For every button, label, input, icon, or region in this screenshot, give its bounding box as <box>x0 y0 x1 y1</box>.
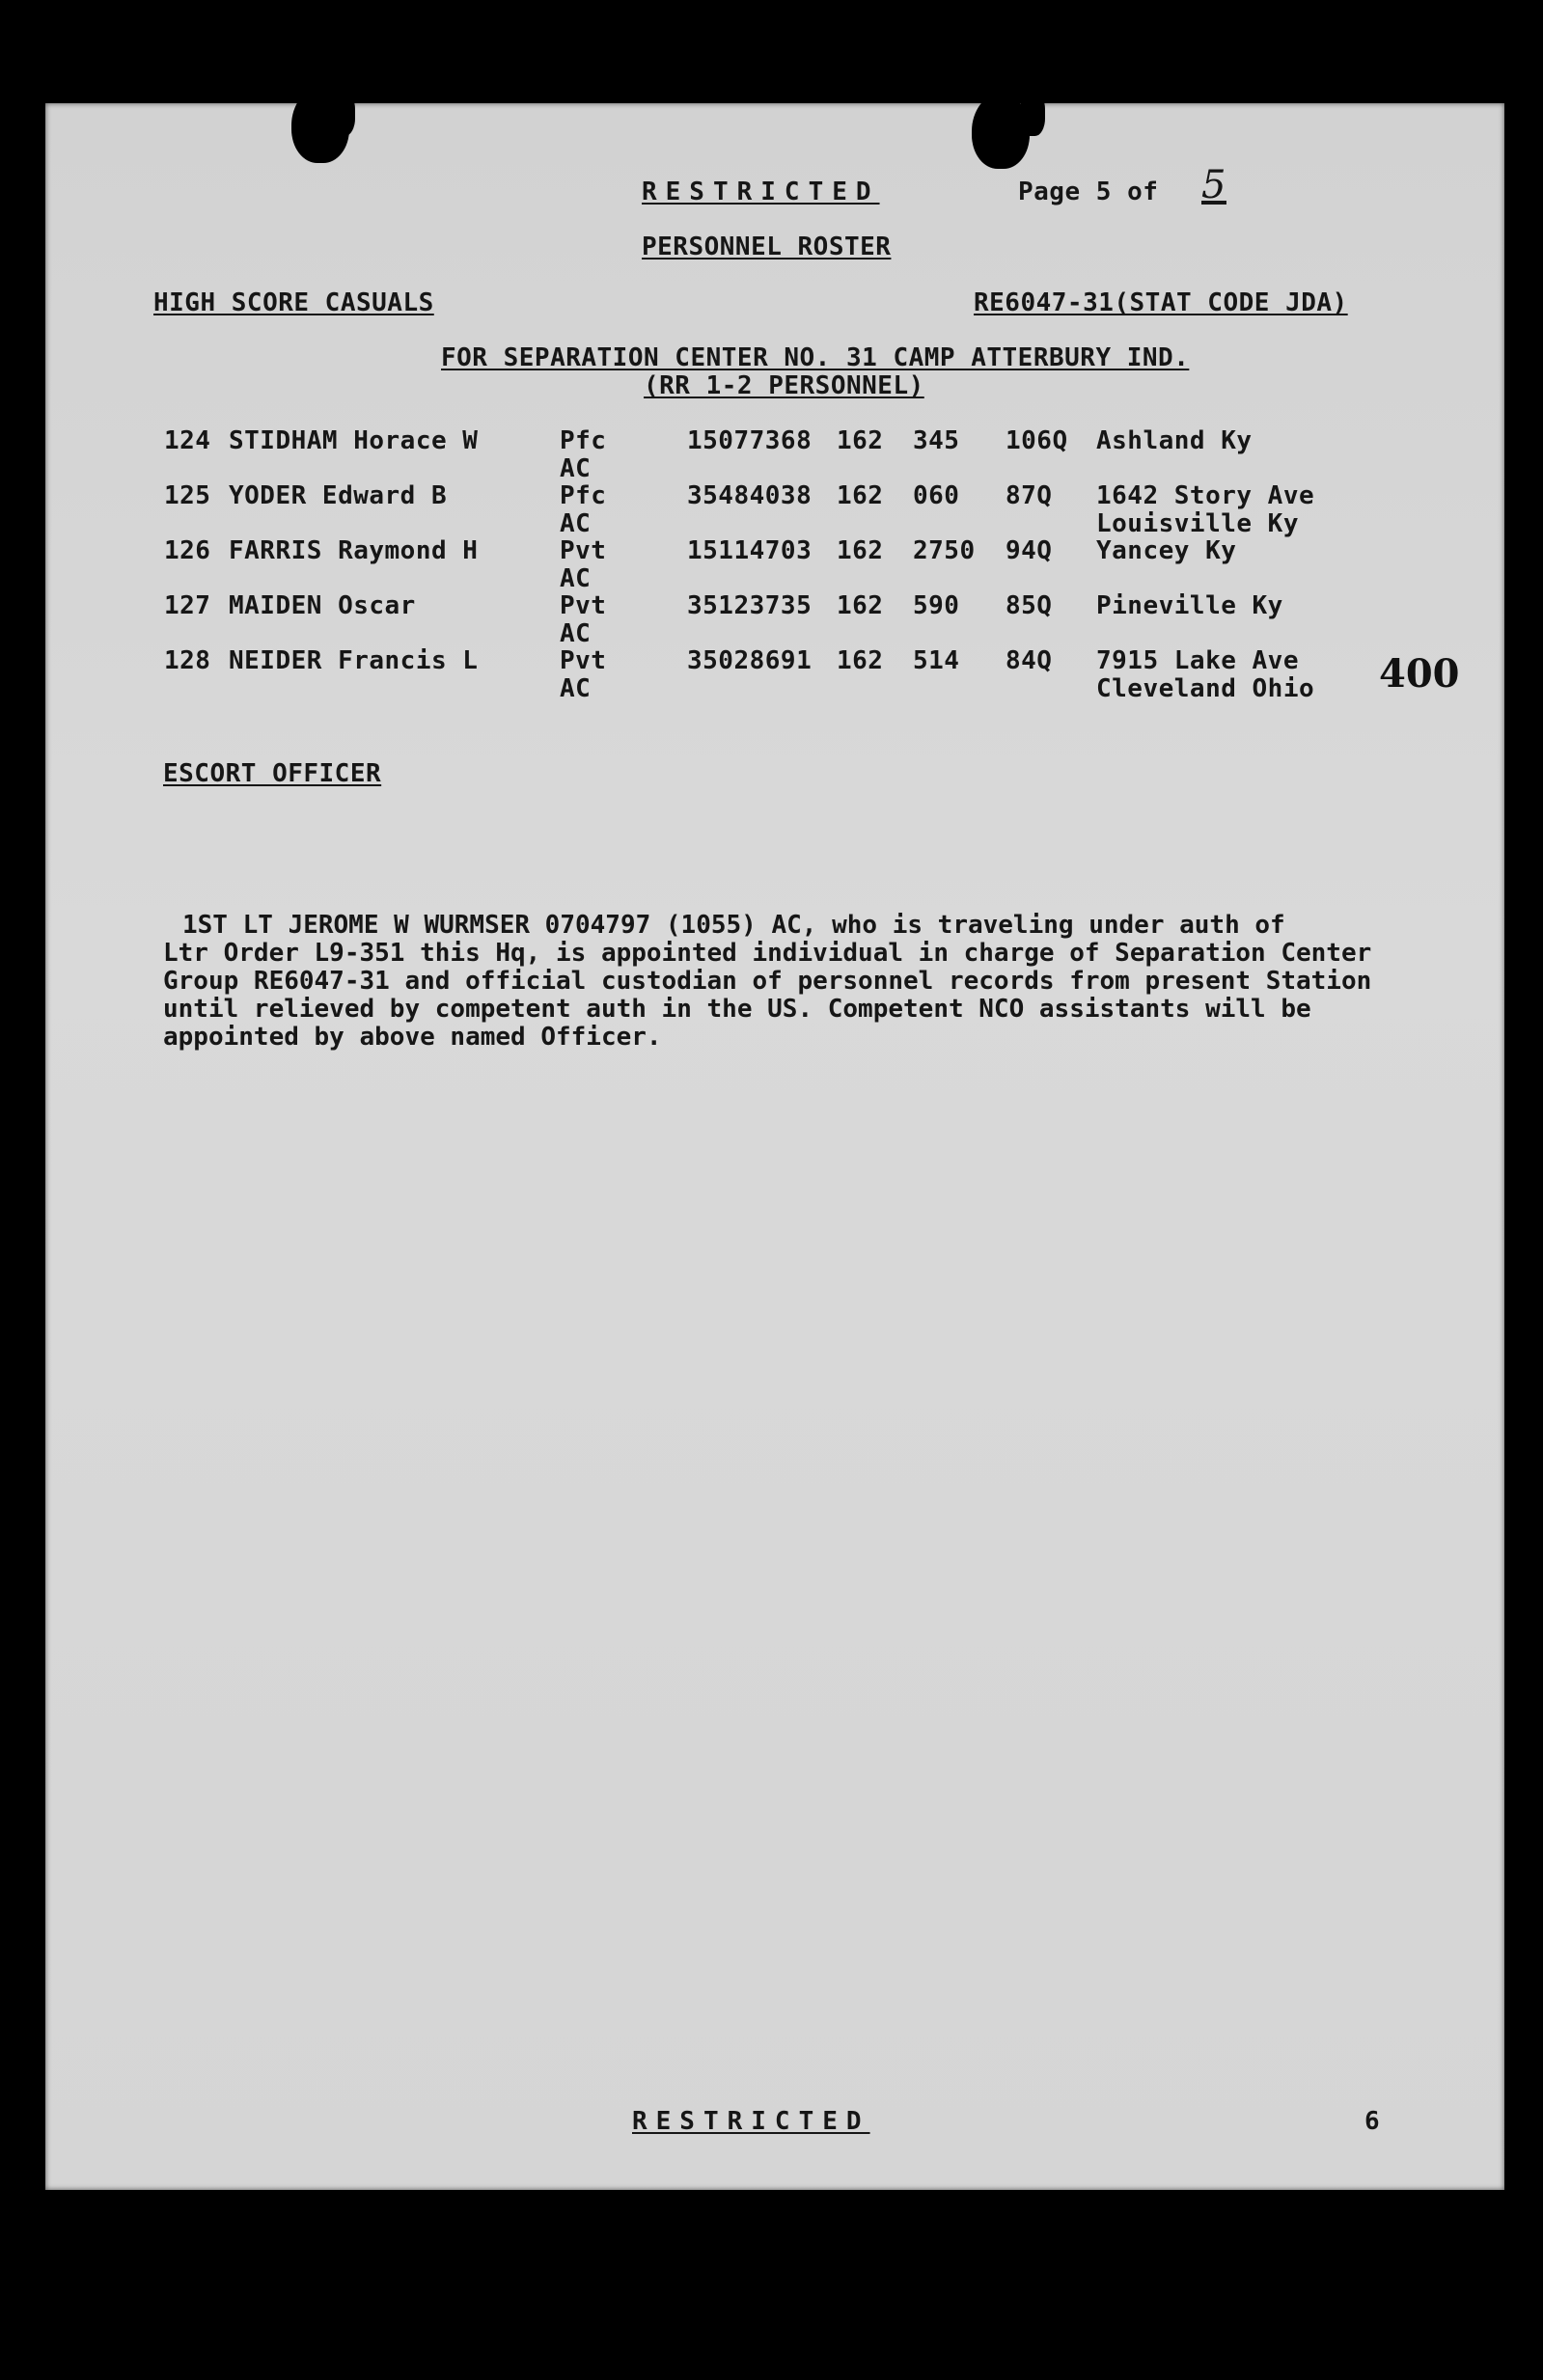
score: 106Q <box>1006 426 1068 455</box>
score: 84Q <box>1006 646 1053 675</box>
classification-top: RESTRICTED <box>642 178 880 206</box>
escort-paragraph <box>163 912 1437 1052</box>
address-line-2: Cleveland Ohio <box>1096 674 1315 703</box>
escort-line: until relieved by competent auth in the US. Competent NCO assistants will be <box>163 995 1311 1024</box>
serial-number: 35123735 <box>687 591 813 620</box>
grade: Pfc <box>560 481 607 510</box>
score: 94Q <box>1006 536 1053 565</box>
escort-line: Group RE6047-31 and official custodian of personnel records from present Station <box>163 967 1372 996</box>
grade: Pvt <box>560 646 607 675</box>
destination-line: FOR SEPARATION CENTER NO. 31 CAMP ATTERBURY IND. <box>441 343 1190 372</box>
score: 85Q <box>1006 591 1053 620</box>
code: 162 <box>837 426 884 455</box>
score: 87Q <box>1006 481 1053 510</box>
arm-of-service: AC <box>560 619 592 648</box>
escort-line: Ltr Order L9-351 this Hq, is appointed individual in charge of Separation Center <box>163 939 1372 968</box>
soldier-name: MAIDEN Oscar <box>229 591 416 620</box>
grade: Pvt <box>560 536 607 565</box>
code: 162 <box>837 481 884 510</box>
address-line-1: 1642 Story Ave <box>1096 481 1315 510</box>
serial-number: 15114703 <box>687 536 813 565</box>
soldier-name: FARRIS Raymond H <box>229 536 479 565</box>
group-code: RE6047-31(STAT CODE JDA) <box>974 288 1348 317</box>
escort-heading: ESCORT OFFICER <box>163 759 382 788</box>
code: 162 <box>837 536 884 565</box>
soldier-name: STIDHAM Horace W <box>229 426 479 455</box>
serial-number: 35028691 <box>687 646 813 675</box>
row-number: 125 <box>164 481 211 510</box>
page-handwritten-number: 5 <box>1201 163 1226 207</box>
grade: Pfc <box>560 426 607 455</box>
arm-of-service: AC <box>560 454 592 483</box>
document-page <box>45 103 1504 2190</box>
row-number: 127 <box>164 591 211 620</box>
soldier-name: YODER Edward B <box>229 481 448 510</box>
roster-total: 400 <box>1379 651 1460 697</box>
sheet-number: 6 <box>1364 2107 1381 2136</box>
mos: 345 <box>913 426 960 455</box>
row-number: 128 <box>164 646 211 675</box>
grade: Pvt <box>560 591 607 620</box>
serial-number: 35484038 <box>687 481 813 510</box>
roster-title: PERSONNEL ROSTER <box>642 233 892 261</box>
row-number: 126 <box>164 536 211 565</box>
address-line-1: Yancey Ky <box>1096 536 1237 565</box>
mos: 060 <box>913 481 960 510</box>
serial-number: 15077368 <box>687 426 813 455</box>
authority-line: (RR 1-2 PERSONNEL) <box>644 371 924 400</box>
binding-tab-left <box>330 92 355 136</box>
code: 162 <box>837 646 884 675</box>
mos: 514 <box>913 646 960 675</box>
row-number: 124 <box>164 426 211 455</box>
arm-of-service: AC <box>560 509 592 538</box>
escort-line: appointed by above named Officer. <box>163 1023 662 1052</box>
classification-bottom: RESTRICTED <box>632 2107 870 2136</box>
escort-line: 1ST LT JEROME W WURMSER 0704797 (1055) AC, who is traveling under auth of <box>182 911 1285 940</box>
address-line-2: Louisville Ky <box>1096 509 1299 538</box>
arm-of-service: AC <box>560 564 592 593</box>
mos: 2750 <box>913 536 976 565</box>
address-line-1: Ashland Ky <box>1096 426 1253 455</box>
address-line-1: 7915 Lake Ave <box>1096 646 1299 675</box>
mos: 590 <box>913 591 960 620</box>
binding-tab-right <box>1020 92 1045 136</box>
page-label: Page 5 of <box>1018 178 1159 206</box>
soldier-name: NEIDER Francis L <box>229 646 479 675</box>
code: 162 <box>837 591 884 620</box>
arm-of-service: AC <box>560 674 592 703</box>
address-line-1: Pineville Ky <box>1096 591 1283 620</box>
group-name: HIGH SCORE CASUALS <box>153 288 434 317</box>
